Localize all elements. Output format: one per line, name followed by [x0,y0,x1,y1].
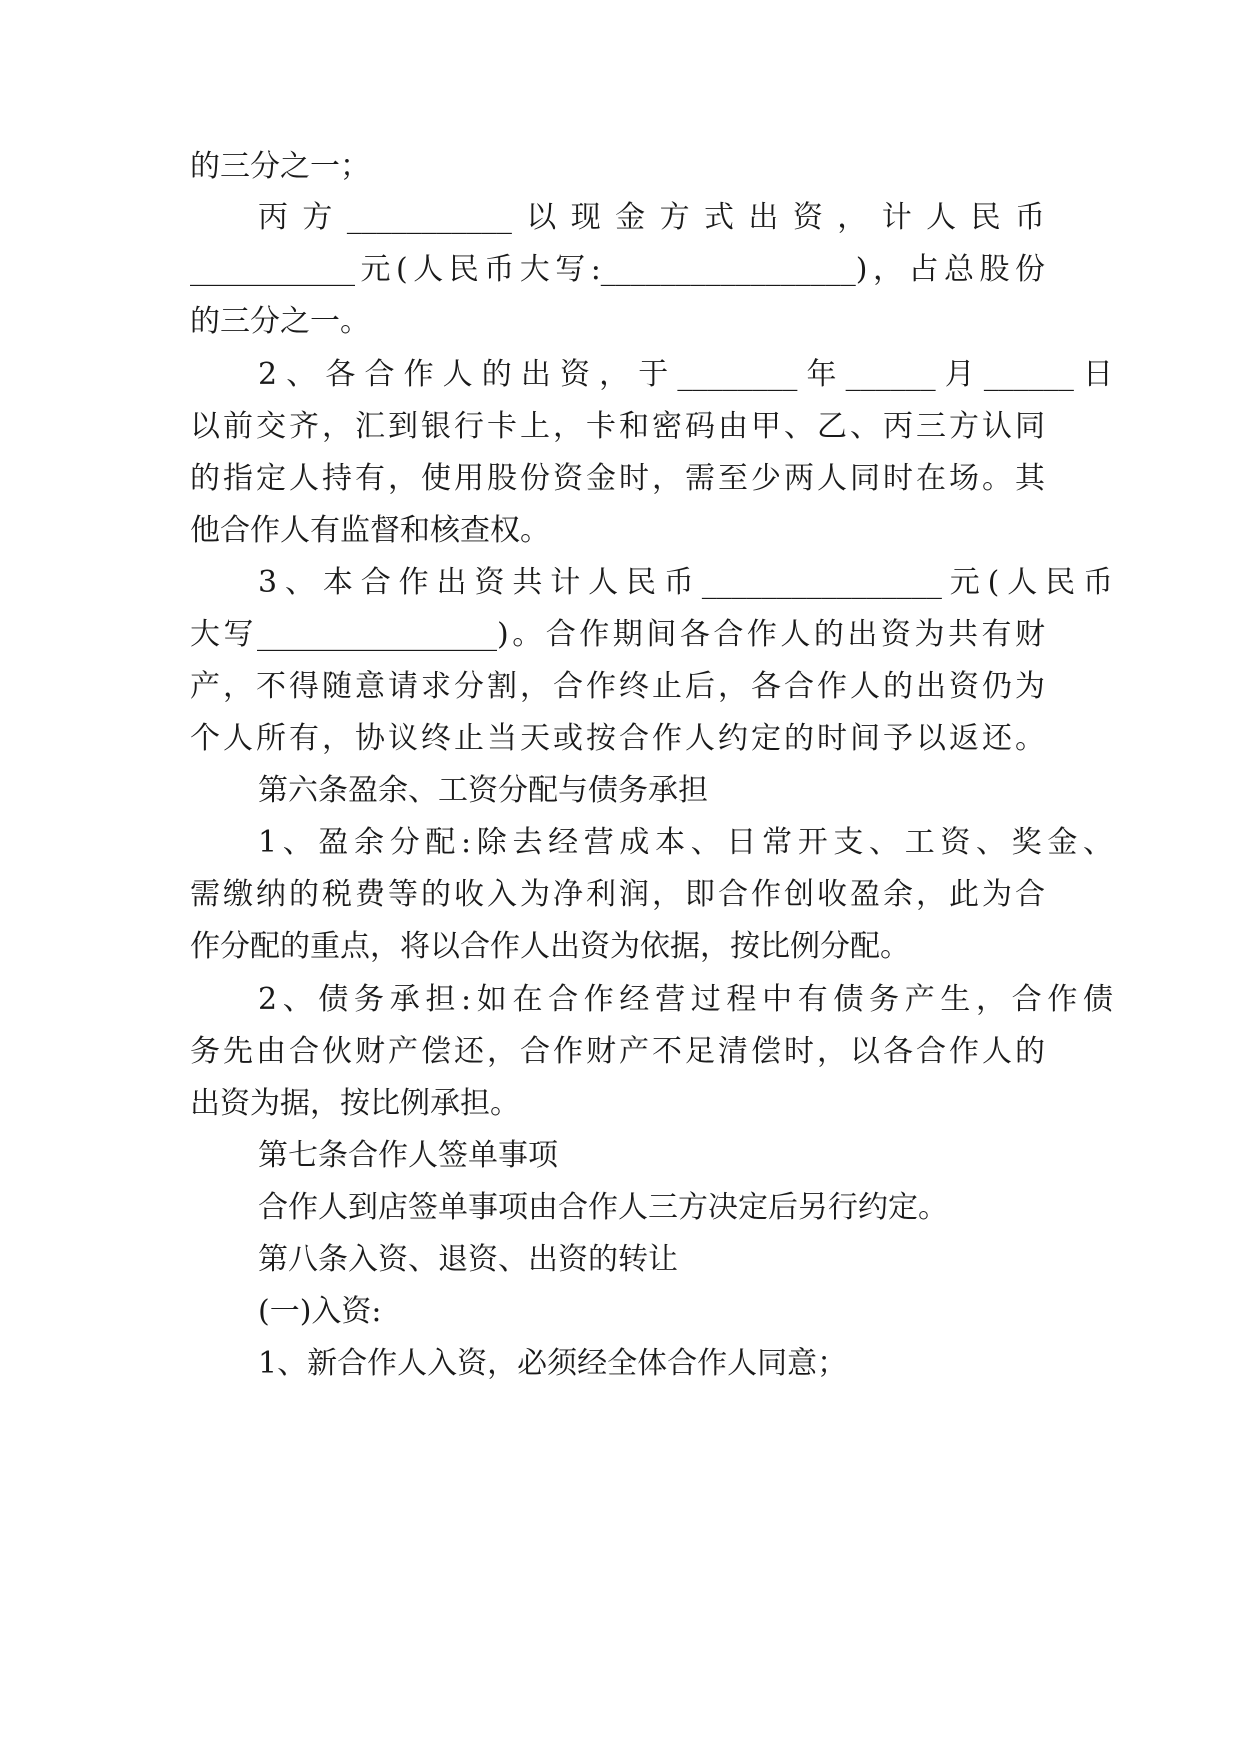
text-line: 3、本合作出资共计人民币________________元(人民币 [258,565,1113,600]
text-line: 产，不得随意请求分割，合作终止后，各合作人的出资仍为 [190,669,1045,704]
text-line: ___________元(人民币大写:_________________)，占总股份 [190,252,1045,287]
text-line: 以前交齐，汇到银行卡上，卡和密码由甲、乙、丙三方认同 [190,409,1045,444]
text-line: 1、盈余分配:除去经营成本、日常开支、工资、奖金、 [258,825,1113,860]
text-line: 作分配的重点，将以合作人出资为依据，按比例分配。 [190,929,910,964]
text-line: 的三分之一； [190,149,370,184]
section-heading: 第六条盈余、工资分配与债务承担 [258,773,708,808]
text-line: 的指定人持有，使用股份资金时，需至少两人同时在场。其 [190,461,1045,496]
section-heading: 第八条入资、退资、出资的转让 [258,1242,678,1277]
text-line: 2、债务承担:如在合作经营过程中有债务产生，合作债 [258,982,1113,1017]
text-line: 丙方___________以现金方式出资，计人民币 [258,200,1045,235]
text-line: 个人所有，协议终止当天或按合作人约定的时间予以返还。 [190,721,1045,756]
subsection-heading: (一)入资: [258,1294,382,1329]
text-line: 他合作人有监督和核查权。 [190,513,550,548]
section-heading: 第七条合作人签单事项 [258,1138,558,1173]
text-line: 2、各合作人的出资，于________年______月______日 [258,357,1113,392]
text-line: 的三分之一。 [190,304,370,339]
text-line: 合作人到店签单事项由合作人三方决定后另行约定。 [258,1190,948,1225]
text-line: 大写________________)。合作期间各合作人的出资为共有财 [190,617,1045,652]
text-line: 需缴纳的税费等的收入为净利润，即合作创收盈余，此为合 [190,877,1045,912]
text-line: 出资为据，按比例承担。 [190,1086,520,1121]
text-line: 务先由合伙财产偿还，合作财产不足清偿时，以各合作人的 [190,1034,1045,1069]
text-line: 1、新合作人入资，必须经全体合作人同意； [258,1346,848,1381]
